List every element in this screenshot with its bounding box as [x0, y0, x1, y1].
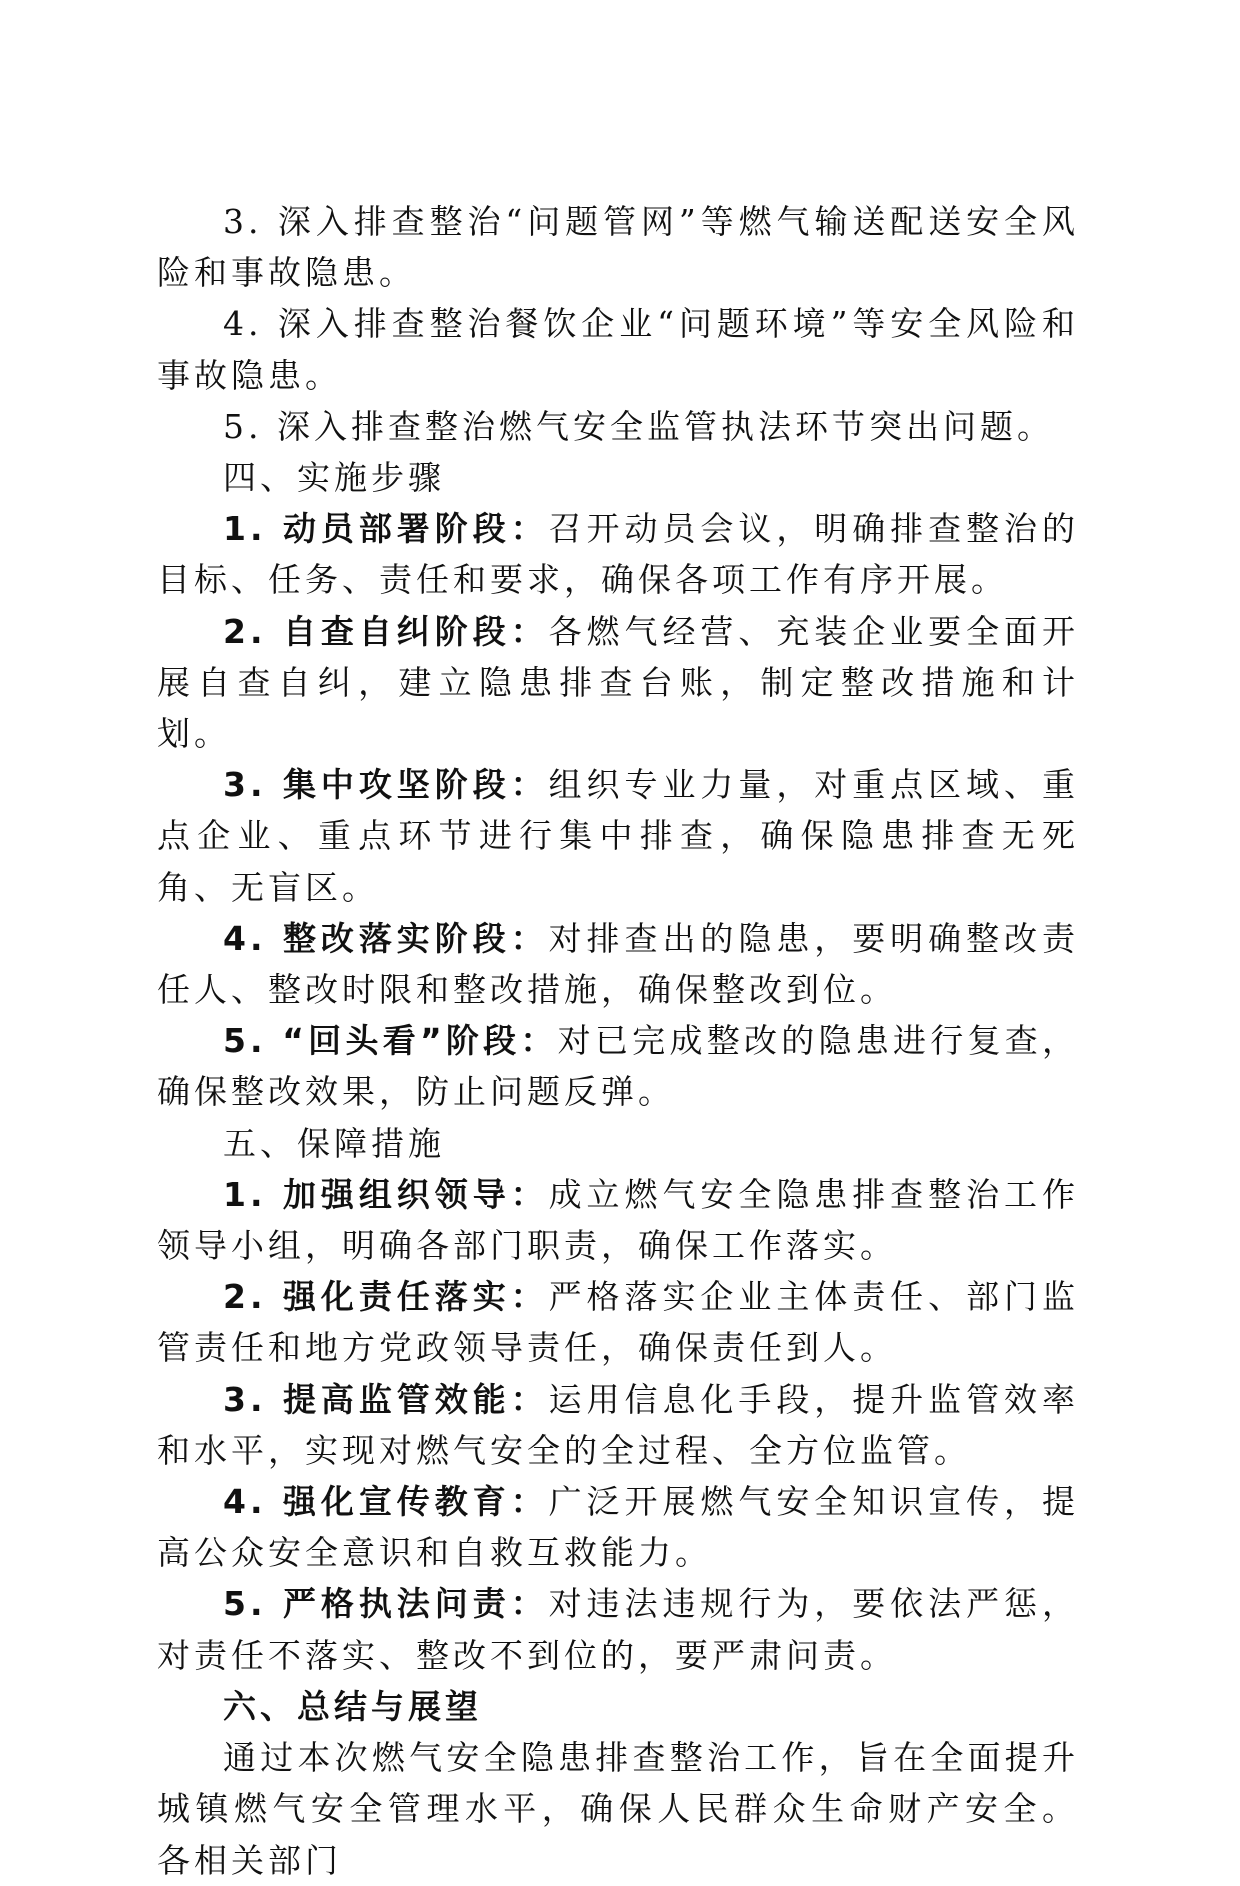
document-body — [157, 196, 1079, 1886]
item-lead: 1. 加强组织领导： — [223, 1174, 549, 1214]
item-lead: 5. “回头看”阶段： — [223, 1021, 558, 1061]
part3-item-3: 3. 深入排查整治“问题管网”等燃气输送配送安全风险和事故隐患。 — [157, 202, 1079, 293]
section-4-item — [157, 606, 1079, 760]
item-text: 对排查出的隐患，要明确整改责任人、整改时限和整改措施，确保整改到位。 — [157, 918, 1079, 1010]
item-lead: 4. 强化宣传教育： — [223, 1482, 549, 1522]
part3-item-4: 4. 深入排查整治餐饮企业“问题环境”等安全风险和事故隐患。 — [157, 304, 1079, 395]
item-lead: 1. 动员部署阶段： — [223, 509, 549, 549]
section-5-item — [157, 1271, 1079, 1373]
section-6-heading: 六、总结与展望 — [223, 1686, 482, 1726]
item-text: 对违法违规行为，要依法严惩，对责任不落实、整改不到位的，要严肃问责。 — [157, 1584, 1079, 1675]
section-6-text: 通过本次燃气安全隐患排查整治工作，旨在全面提升城镇燃气安全管理水平，确保人民群众生命财产安全。各相关部门 — [157, 1738, 1079, 1880]
part3-item-5: 5. 深入排查整治燃气安全监管执法环节突出问题。 — [223, 406, 1054, 446]
item-text: 广泛开展燃气安全知识宣传，提高公众安全意识和自救互救能力。 — [157, 1482, 1079, 1573]
item-text: 召开动员会议，明确排查整治的目标、任务、责任和要求，确保各项工作有序开展。 — [157, 509, 1079, 600]
section-5-item — [157, 1374, 1079, 1476]
item-lead: 3. 集中攻坚阶段： — [223, 765, 549, 805]
item-text: 成立燃气安全隐患排查整治工作领导小组，明确各部门职责，确保工作落实。 — [157, 1174, 1079, 1266]
section-5-item — [157, 1476, 1079, 1578]
item-lead: 2. 自查自纠阶段： — [223, 611, 549, 651]
section-5-item — [157, 1578, 1079, 1680]
section-4-heading: 四、实施步骤 — [223, 458, 445, 498]
section-5-heading: 五、保障措施 — [223, 1123, 445, 1163]
item-text: 对已完成整改的隐患进行复查，确保整改效果，防止问题反弹。 — [157, 1021, 1079, 1112]
item-lead: 5. 严格执法问责： — [223, 1584, 549, 1624]
item-lead: 4. 整改落实阶段： — [223, 918, 549, 958]
item-text: 严格落实企业主体责任、部门监管责任和地方党政领导责任，确保责任到人。 — [157, 1277, 1079, 1368]
item-text: 组织专业力量，对重点区域、重点企业、重点环节进行集中排查，确保隐患排查无死角、无盲区。 — [157, 765, 1079, 907]
item-lead: 3. 提高监管效能： — [223, 1379, 549, 1419]
item-text: 运用信息化手段，提升监管效率和水平，实现对燃气安全的全过程、全方位监管。 — [157, 1379, 1079, 1470]
item-lead: 2. 强化责任落实： — [223, 1277, 549, 1317]
section-4-item — [157, 1015, 1079, 1117]
section-5-item — [157, 1169, 1079, 1271]
section-4-item — [157, 503, 1079, 605]
section-4-item — [157, 759, 1079, 913]
item-text: 各燃气经营、充装企业要全面开展自查自纠，建立隐患排查台账，制定整改措施和计划。 — [157, 611, 1079, 754]
section-4-item — [157, 913, 1079, 1015]
